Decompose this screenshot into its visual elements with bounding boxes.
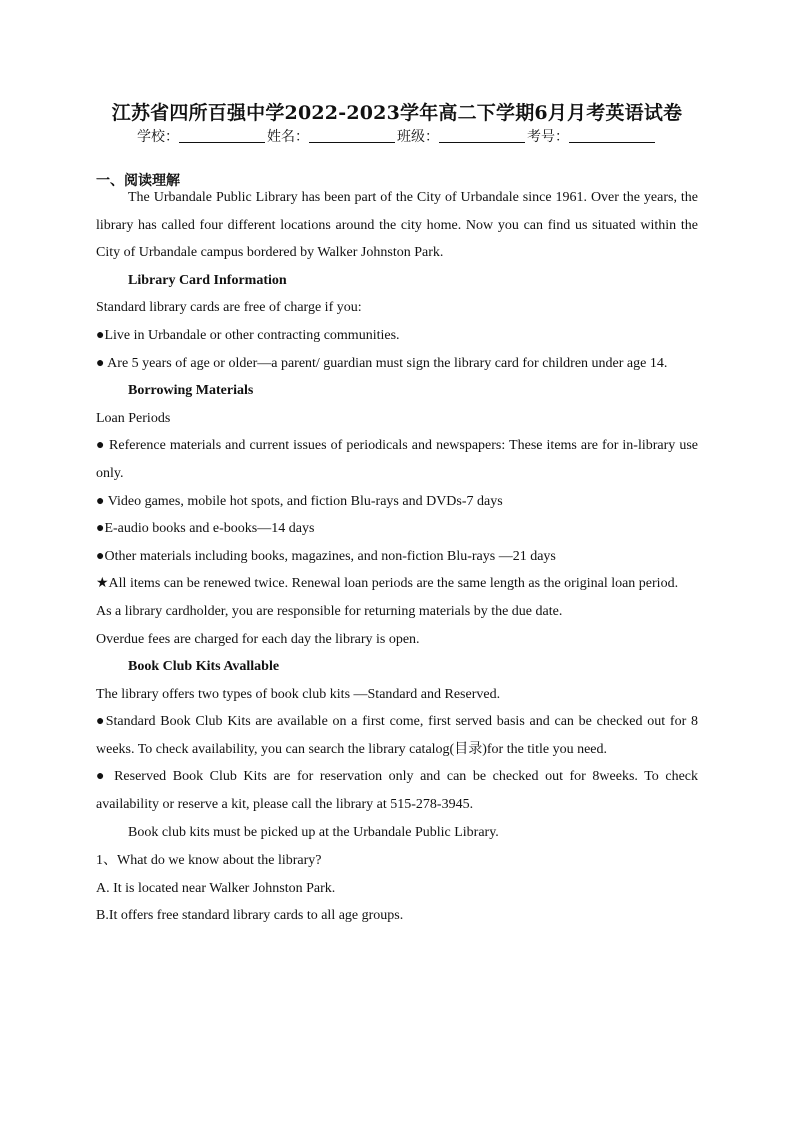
- book-club-closing: Book club kits must be picked up at the Urbandale Public Library.: [128, 824, 499, 840]
- class-label: 班级：: [397, 129, 439, 145]
- list-item: ● Reference materials and current issues of periodicals and newspapers: These items are for in-library use only.: [96, 438, 698, 481]
- list-item: ● Video games, mobile hot spots, and fiction Blu-rays and DVDs-7 days: [96, 493, 503, 509]
- answer-option: B.It offers free standard library cards to all age groups.: [96, 908, 404, 924]
- book-club-lead: The library offers two types of book club kits —Standard and Reserved.: [96, 686, 501, 702]
- student-info-line: [0, 126, 794, 146]
- list-item: ● Are 5 years of age or older—a parent/ guardian must sign the library card for children under age 14.: [96, 355, 668, 371]
- intro-paragraph: The Urbandale Public Library has been part of the City of Urbandale since 1961. Over the years, the library has called four different locations around the city home. Now you can find us situated within the City of Urbandale campus bordered by Walker Johnston Park.: [96, 190, 698, 261]
- list-item: ● Reserved Book Club Kits are for reservation only and can be checked out for 8weeks. To check availability or reserve a kit, please call the library at 515-278-3945.: [96, 769, 698, 813]
- list-item: ●Standard Book Club Kits are available on a first come, first served basis and can be checked out for 8 weeks. To check availability, you can search the library catalog(目录)for the title you need.: [96, 714, 698, 757]
- exam-title: 江苏省四所百强中学2022-2023学年高二下学期6月月考英语试卷: [111, 102, 683, 124]
- reading-passage: [96, 184, 698, 930]
- list-item: ●Other materials including books, magazines, and non-fiction Blu-rays —21 days: [96, 548, 556, 564]
- question-stem: 1、What do we know about the library?: [96, 853, 322, 869]
- number-blank: [569, 128, 655, 143]
- list-item: ★All items can be renewed twice. Renewal loan periods are the same length as the original loan period.: [96, 576, 679, 592]
- class-blank: [439, 128, 525, 143]
- list-item: ●E-audio books and e-books—14 days: [96, 521, 315, 537]
- library-card-heading: Library Card Information: [128, 272, 287, 288]
- library-card-lead: Standard library cards are free of charge if you:: [96, 300, 362, 316]
- list-item: ●Live in Urbandale or other contracting communities.: [96, 327, 400, 343]
- list-item: As a library cardholder, you are responsible for returning materials by the due date.: [96, 603, 563, 619]
- school-blank: [179, 128, 265, 143]
- answer-option: A. It is located near Walker Johnston Park.: [96, 880, 336, 896]
- loan-periods-label: Loan Periods: [96, 410, 171, 426]
- list-item: Overdue fees are charged for each day the library is open.: [96, 631, 420, 647]
- section-title: 一、阅读理解: [96, 173, 180, 189]
- borrowing-heading: Borrowing Materials: [128, 383, 254, 399]
- school-label: 学校：: [137, 129, 179, 145]
- name-blank: [309, 128, 395, 143]
- book-club-heading: Book Club Kits Avallable: [128, 659, 280, 675]
- name-label: 姓名：: [267, 129, 309, 145]
- number-label: 考号：: [527, 129, 569, 145]
